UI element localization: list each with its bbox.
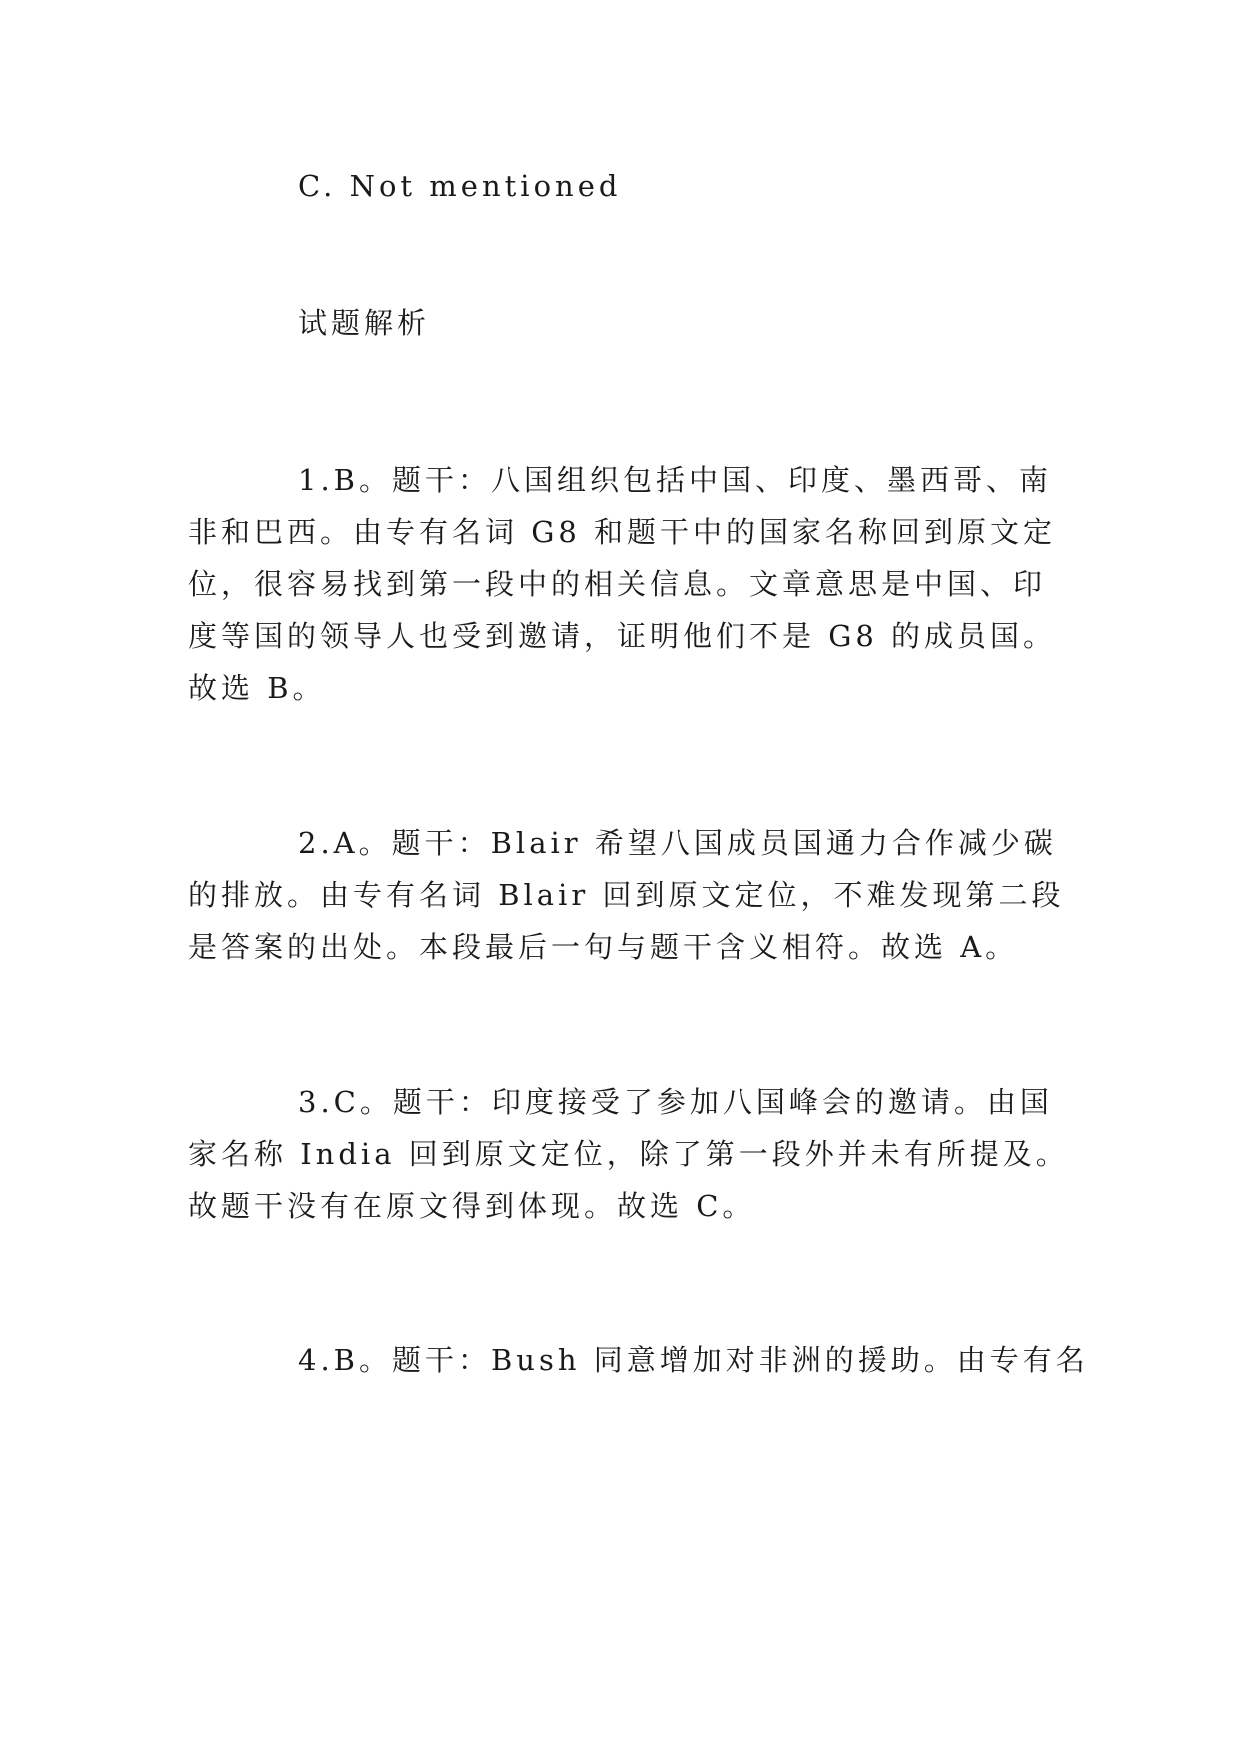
- paragraph-line: 2.A。题干：Blair 希望八国成员国通力合作减少碳: [298, 826, 1057, 860]
- option-c-text: C. Not mentioned: [298, 169, 622, 203]
- paragraph-line: 故选 B。: [188, 671, 326, 705]
- paragraph-line: 1.B。题干：八国组织包括中国、印度、墨西哥、南: [298, 463, 1052, 497]
- paragraph-line: 的排放。由专有名词 Blair 回到原文定位，不难发现第二段: [188, 878, 1065, 912]
- paragraph-line: 4.B。题干：Bush 同意增加对非洲的援助。由专有名: [298, 1343, 1089, 1377]
- paragraph-line: 度等国的领导人也受到邀请，证明他们不是 G8 的成员国。: [188, 619, 1057, 653]
- paragraph-line: 故题干没有在原文得到体现。故选 C。: [188, 1189, 756, 1223]
- paragraph-line: 家名称 India 回到原文定位，除了第一段外并未有所提及。: [188, 1137, 1069, 1171]
- paragraph-line: 是答案的出处。本段最后一句与题干含义相符。故选 A。: [188, 930, 1019, 964]
- section-heading: 试题解析: [298, 306, 431, 340]
- paragraph-line: 3.C。题干：印度接受了参加八国峰会的邀请。由国: [298, 1085, 1053, 1119]
- paragraph-line: 非和巴西。由专有名词 G8 和题干中的国家名称回到原文定: [188, 515, 1057, 549]
- paragraph-line: 位，很容易找到第一段中的相关信息。文章意思是中国、印: [188, 567, 1047, 601]
